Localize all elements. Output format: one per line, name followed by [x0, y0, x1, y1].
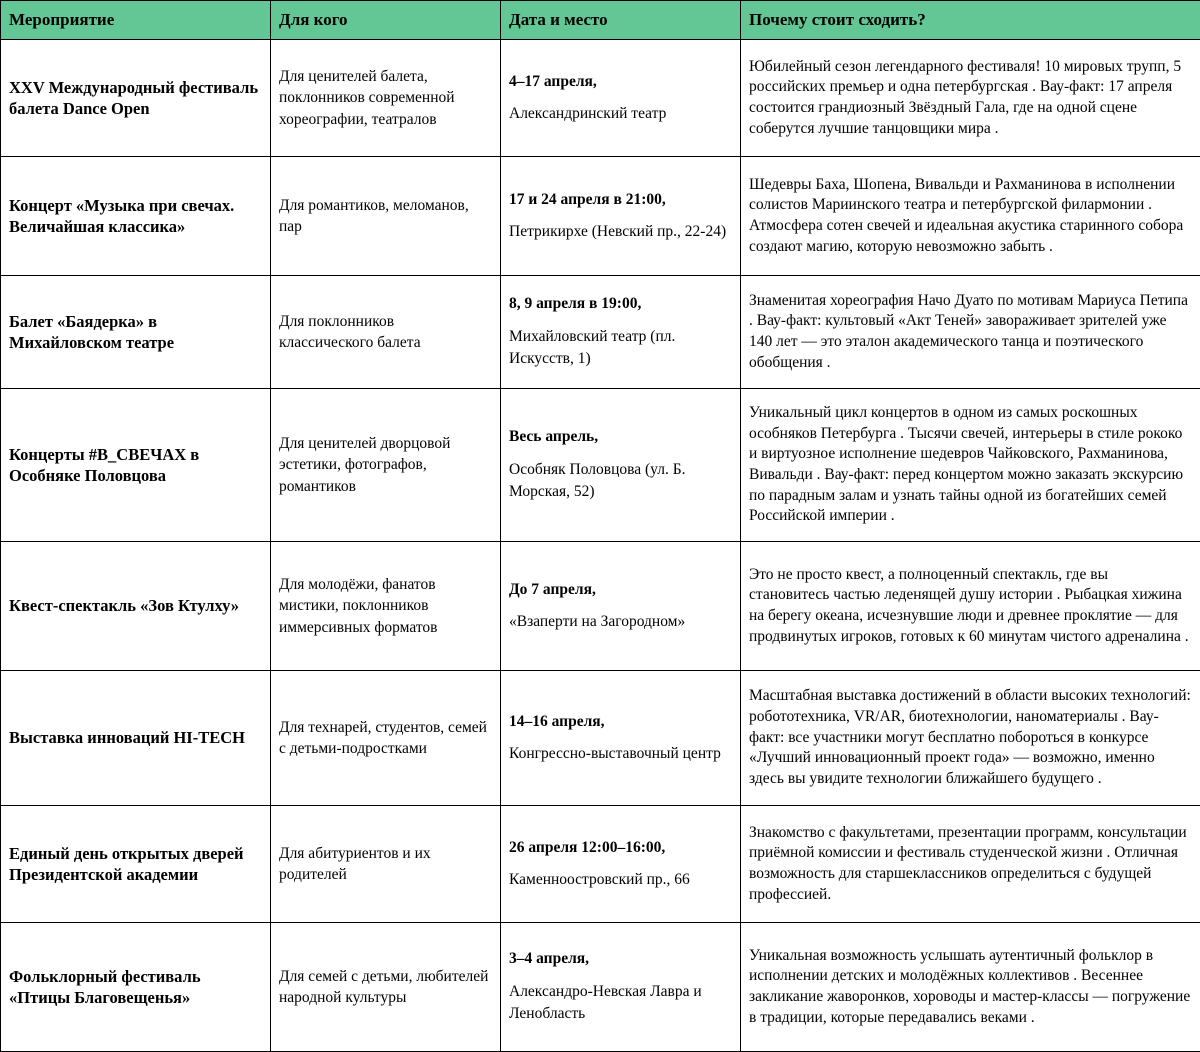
column-header-event: Мероприятие: [1, 1, 271, 40]
event-why: Уникальный цикл концертов в одном из самых роскошных особняков Петербурга . Тысячи свечей, интерьеры в стиле рококо и виртуозное исполнение шедевров Чайковского, Рахманинова, Вивальди . Вау-факт: перед концертом можно заказать экскурсию по парадным залам и узнать тайны одной из богатейших семей Российской империи .: [741, 389, 1200, 542]
event-venue: «Взаперти на Загородном»: [509, 611, 732, 633]
event-date: 26 апреля 12:00–16:00,: [509, 839, 665, 856]
event-venue: Конгрессно-выставочный центр: [509, 743, 732, 765]
table-row: [1, 671, 1200, 806]
table-row: [1, 923, 1200, 1052]
event-date: 14–16 апреля,: [509, 713, 605, 730]
event-date: Весь апрель,: [509, 428, 598, 445]
event-date: 3–4 апреля,: [509, 950, 589, 967]
event-name: Единый день открытых дверей Президентской академии: [1, 806, 271, 923]
event-date: 8, 9 апреля в 19:00,: [509, 295, 641, 312]
event-audience: Для поклонников классического балета: [271, 276, 501, 389]
event-why: Это не просто квест, а полноценный спектакль, где вы становитесь частью леденящей душу истории . Рыбацкая хижина на берегу океана, исчезнувшие люди и древнее проклятие — для продвинутых игроков, готовых к 60 минутам чистого адреналина .: [741, 542, 1200, 671]
event-venue: Михайловский театр (пл. Искусств, 1): [509, 326, 732, 371]
table-row: [1, 40, 1200, 157]
event-why: Шедевры Баха, Шопена, Вивальди и Рахманинова в исполнении солистов Мариинского театра и петербургской филармонии . Атмосфера сотен свечей и идеальная акустика старинного собора создают магию, которую невозможно забыть .: [741, 157, 1200, 276]
column-header-date-place: Дата и место: [501, 1, 741, 40]
table-header: [1, 1, 1200, 40]
event-venue: Каменноостровский пр., 66: [509, 869, 732, 891]
event-date-place: [501, 157, 741, 276]
event-name: Выставка инноваций HI-TECH: [1, 671, 271, 806]
table-row: [1, 806, 1200, 923]
column-header-audience: Для кого: [271, 1, 501, 40]
event-date-place: [501, 806, 741, 923]
event-name: Квест-спектакль «Зов Ктулху»: [1, 542, 271, 671]
event-why: Знакомство с факультетами, презентации программ, консультации приёмной комиссии и фестиваль студенческой жизни . Отличная возможность для старшеклассников определиться с будущей профессией.: [741, 806, 1200, 923]
table-row: [1, 542, 1200, 671]
event-why: Юбилейный сезон легендарного фестиваля! 10 мировых трупп, 5 российских премьер и одна петербургская . Вау-факт: 17 апреля состоится грандиозный Звёздный Гала, где на одной сцене соберутся лучшие танцовщики мира .: [741, 40, 1200, 157]
table-row: [1, 389, 1200, 542]
event-date-place: [501, 923, 741, 1052]
event-name: Концерт «Музыка при свечах. Величайшая классика»: [1, 157, 271, 276]
event-date-place: [501, 671, 741, 806]
event-name: Концерты #В_СВЕЧАХ в Особняке Половцова: [1, 389, 271, 542]
event-date: До 7 апреля,: [509, 581, 596, 598]
event-name: Фольклорный фестиваль «Птицы Благовещенья»: [1, 923, 271, 1052]
event-audience: Для романтиков, меломанов, пар: [271, 157, 501, 276]
table-header-row: [1, 1, 1200, 40]
event-why: Уникальная возможность услышать аутентичный фольклор в исполнении детских и молодёжных коллективов . Весеннее закликание жаворонков, хороводы и мастер-классы — погружение в традиции, которые передавались веками .: [741, 923, 1200, 1052]
event-why: Знаменитая хореография Начо Дуато по мотивам Мариуса Петипа . Вау-факт: культовый «Акт Теней» завораживает зрителей уже 140 лет — это эталон академического танца и поэтического обобщения .: [741, 276, 1200, 389]
event-venue: Петрикирхе (Невский пр., 22-24): [509, 221, 732, 243]
event-why: Масштабная выставка достижений в области высоких технологий: робототехника, VR/AR, биотехнологии, наноматериалы . Вау-факт: все участники могут бесплатно побороться в конкурсе «Лучший инновационный проект года» — возможно, именно здесь вы увидите технологии ближайшего будущего .: [741, 671, 1200, 806]
event-venue: Особняк Половцова (ул. Б. Морская, 52): [509, 459, 732, 504]
event-name: XXV Международный фестиваль балета Dance Open: [1, 40, 271, 157]
event-date-place: [501, 542, 741, 671]
event-date: 4–17 апреля,: [509, 73, 597, 90]
event-audience: Для молодёжи, фанатов мистики, поклонников иммерсивных форматов: [271, 542, 501, 671]
table-row: [1, 276, 1200, 389]
event-venue: Александро-Невская Лавра и Ленобласть: [509, 981, 732, 1026]
table-row: [1, 157, 1200, 276]
event-audience: Для технарей, студентов, семей с детьми-подростками: [271, 671, 501, 806]
event-date-place: [501, 40, 741, 157]
event-venue: Александринский театр: [509, 103, 732, 125]
event-audience: Для ценителей дворцовой эстетики, фотографов, романтиков: [271, 389, 501, 542]
column-header-why: Почему стоит сходить?: [741, 1, 1200, 40]
event-date-place: [501, 389, 741, 542]
event-date-place: [501, 276, 741, 389]
event-audience: Для ценителей балета, поклонников современной хореографии, театралов: [271, 40, 501, 157]
table-body: [1, 40, 1200, 1052]
event-audience: Для семей с детьми, любителей народной культуры: [271, 923, 501, 1052]
event-date: 17 и 24 апреля в 21:00,: [509, 191, 666, 208]
event-name: Балет «Баядерка» в Михайловском театре: [1, 276, 271, 389]
event-audience: Для абитуриентов и их родителей: [271, 806, 501, 923]
